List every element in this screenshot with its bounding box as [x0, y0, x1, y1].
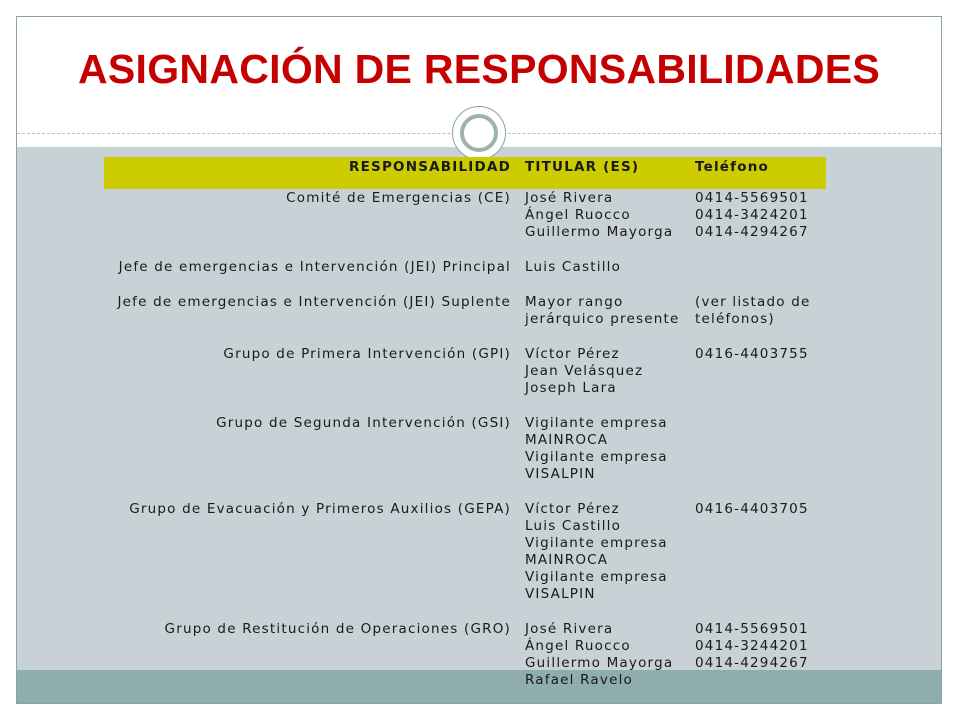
cell-responsabilidad: Comité de Emergencias (CE) — [286, 190, 511, 206]
responsibilities-table — [104, 157, 826, 707]
cell-telefono: 0414-5569501 0414-3244201 0414-4294267 — [695, 621, 809, 671]
header-responsabilidad: RESPONSABILIDAD — [349, 159, 511, 175]
cell-telefono: (ver listado de teléfonos) — [695, 294, 811, 327]
cell-titular: Mayor rango jerárquico presente — [525, 294, 680, 327]
table-row — [104, 346, 826, 415]
cell-responsabilidad: Grupo de Segunda Intervención (GSI) — [216, 415, 511, 431]
cell-titular: Vigilante empresa MAINROCA Vigilante empresa VISALPIN — [525, 415, 668, 482]
cell-responsabilidad: Jefe de emergencias e Intervención (JEI) Suplente — [117, 294, 511, 310]
circle-ornament-inner — [460, 114, 498, 152]
cell-telefono: 0416-4403705 — [695, 501, 809, 517]
table-row — [104, 621, 826, 707]
cell-responsabilidad: Grupo de Restitución de Operaciones (GRO) — [164, 621, 511, 637]
cell-titular: Víctor Pérez Luis Castillo Vigilante empresa MAINROCA Vigilante empresa VISALPIN — [525, 501, 668, 602]
header-telefono: Teléfono — [695, 159, 769, 175]
table-row — [104, 415, 826, 501]
slide-title: ASIGNACIÓN DE RESPONSABILIDADES — [77, 46, 881, 92]
table-header-row — [104, 157, 826, 189]
cell-titular: Víctor Pérez Jean Velásquez Joseph Lara — [525, 346, 644, 396]
table-row — [104, 294, 826, 346]
cell-titular: Luis Castillo — [525, 259, 622, 275]
table-row — [104, 259, 826, 294]
cell-telefono: 0416-4403755 — [695, 346, 809, 362]
cell-telefono — [695, 415, 826, 501]
table-row — [104, 189, 826, 259]
cell-telefono — [695, 259, 826, 294]
header-titular: TITULAR (ES) — [525, 159, 640, 175]
cell-responsabilidad: Jefe de emergencias e Intervención (JEI) Principal — [118, 259, 511, 275]
cell-telefono: 0414-5569501 0414-3424201 0414-4294267 — [695, 190, 809, 240]
cell-responsabilidad: Grupo de Evacuación y Primeros Auxilios (GEPA) — [129, 501, 511, 517]
cell-titular: José Rivera Ángel Ruocco Guillermo Mayorga Rafael Ravelo — [525, 621, 674, 688]
table-row — [104, 501, 826, 621]
cell-responsabilidad: Grupo de Primera Intervención (GPI) — [223, 346, 511, 362]
cell-titular: José Rivera Ángel Ruocco Guillermo Mayorga — [525, 190, 674, 240]
circle-ornament-icon — [452, 106, 506, 160]
